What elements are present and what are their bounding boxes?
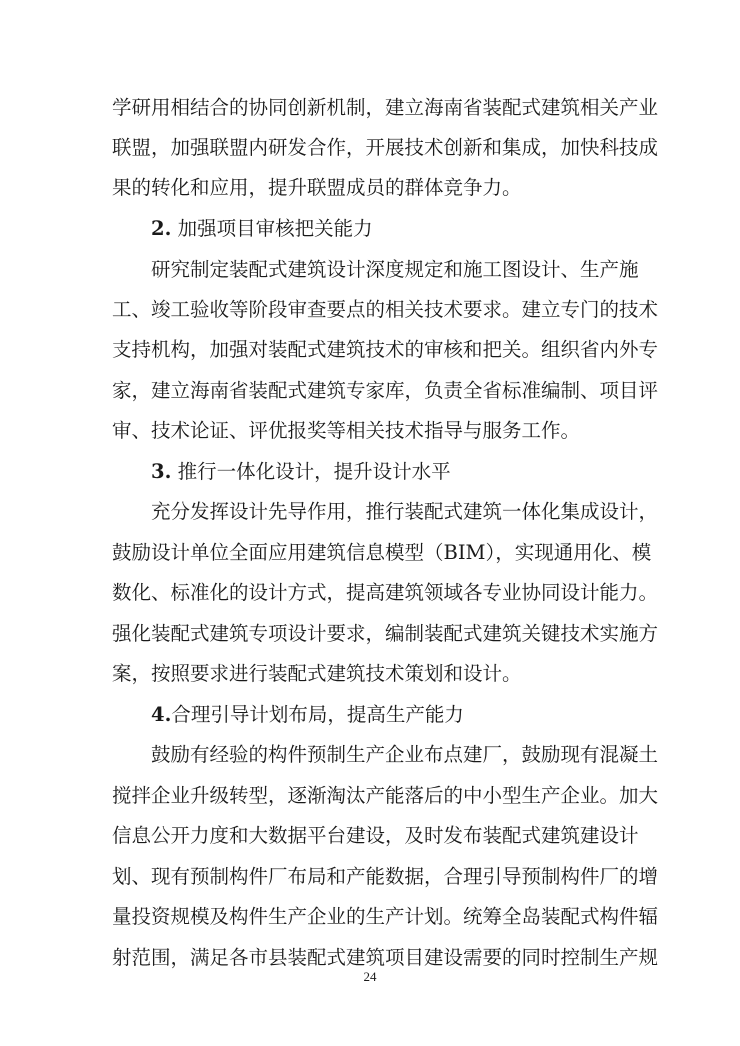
paragraph-line: 研究制定装配式建筑设计深度规定和施工图设计、生产施 bbox=[151, 258, 639, 281]
heading-text: 推行一体化设计，提升设计水平 bbox=[177, 460, 451, 483]
paragraph-line: 数化、标准化的设计方式，提高建筑领域各专业协同设计能力。 bbox=[112, 581, 659, 604]
paragraph-line: 案，按照要求进行装配式建筑技术策划和设计。 bbox=[112, 662, 522, 685]
paragraph-line: 工、竣工验收等阶段审查要点的相关技术要求。建立专门的技术 bbox=[112, 298, 659, 321]
paragraph-line: 充分发挥设计先导作用，推行装配式建筑一体化集成设计， bbox=[151, 500, 659, 523]
paragraph-line: 联盟，加强联盟内研发合作，开展技术创新和集成，加快科技成 bbox=[112, 136, 659, 159]
paragraph-line: 果的转化和应用，提升联盟成员的群体竞争力。 bbox=[112, 176, 522, 199]
paragraph-line: 鼓励有经验的构件预制生产企业布点建厂，鼓励现有混凝土 bbox=[151, 743, 659, 766]
section-heading-2 bbox=[151, 215, 631, 243]
paragraph-line: 家，建立海南省装配式建筑专家库，负责全省标准编制、项目评 bbox=[112, 379, 659, 402]
paragraph-line: 学研用相结合的协同创新机制，建立海南省装配式建筑相关产业 bbox=[112, 96, 659, 119]
paragraph-line: 射范围，满足各市县装配式建筑项目建设需要的同时控制生产规 bbox=[112, 946, 659, 969]
paragraph-line: 审、技术论证、评优报奖等相关技术指导与服务工作。 bbox=[112, 419, 581, 442]
heading-number: 2. bbox=[151, 217, 172, 240]
heading-text: 加强项目审核把关能力 bbox=[177, 217, 373, 240]
heading-text: 合理引导计划布局，提高生产能力 bbox=[171, 703, 464, 726]
paragraph-line: 量投资规模及构件生产企业的生产计划。统筹全岛装配式构件辐 bbox=[112, 905, 659, 928]
section-heading-4 bbox=[151, 701, 631, 729]
heading-number: 4. bbox=[151, 703, 172, 726]
page-number: 24 bbox=[363, 969, 377, 984]
paragraph-line: 支持机构，加强对装配式建筑技术的审核和把关。组织省内外专 bbox=[112, 338, 659, 361]
section-heading-3 bbox=[151, 458, 631, 486]
paragraph-line: 强化装配式建筑专项设计要求，编制装配式建筑关键技术实施方 bbox=[112, 622, 659, 645]
heading-number: 3. bbox=[151, 460, 172, 483]
paragraph-line: 鼓励设计单位全面应用建筑信息模型（BIM），实现通用化、模 bbox=[112, 541, 652, 564]
paragraph-line: 划、现有预制构件厂布局和产能数据，合理引导预制构件厂的增 bbox=[112, 865, 659, 888]
paragraph-line: 信息公开力度和大数据平台建设，及时发布装配式建筑建设计 bbox=[112, 824, 639, 847]
paragraph-line: 搅拌企业升级转型，逐渐淘汰产能落后的中小型生产企业。加大 bbox=[112, 784, 659, 807]
